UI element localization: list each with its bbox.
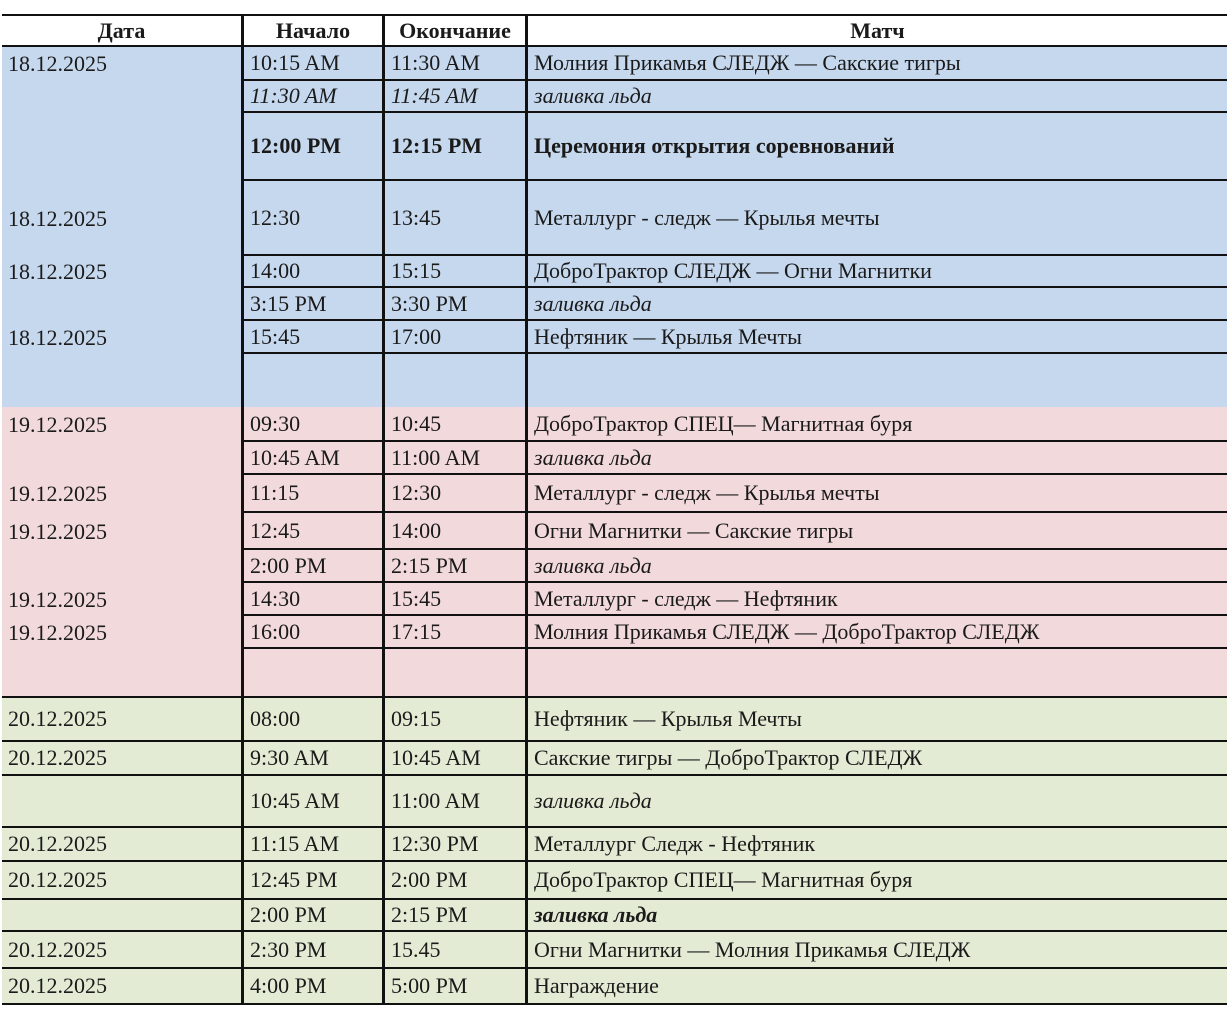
end-cell: 12:15 PM (382, 113, 525, 181)
start-cell: 12:45 PM (241, 862, 382, 900)
match-cell: Сакские тигры — ДоброТрактор СЛЕДЖ (525, 742, 1227, 776)
date-cell (2, 776, 241, 828)
start-cell: 10:15 AM (241, 47, 382, 81)
end-cell: 15:15 (382, 256, 525, 288)
match-cell: заливка льда (525, 900, 1227, 932)
table-row (2, 181, 1227, 256)
table-row (2, 862, 1227, 900)
date-cell: 19.12.2025 (8, 518, 107, 544)
match-cell: заливка льда (525, 442, 1227, 475)
header-match: Матч (525, 16, 1227, 47)
date-cell: 19.12.2025 (8, 586, 107, 612)
date-cell (2, 900, 241, 932)
date-cell: 18.12.2025 (8, 259, 107, 284)
table-row (2, 696, 1227, 742)
end-cell: 15:45 (382, 583, 525, 616)
start-cell: 10:45 AM (241, 442, 382, 475)
end-cell (382, 354, 525, 407)
date-cell: 20.12.2025 (2, 932, 241, 969)
table-row (2, 649, 1227, 696)
table-row (2, 407, 1227, 442)
date-cell (2, 550, 241, 583)
start-cell: 12:45 (241, 513, 382, 550)
end-cell: 15.45 (382, 932, 525, 969)
table-row (2, 81, 1227, 113)
start-cell: 9:30 AM (241, 742, 382, 776)
header-row (2, 14, 1227, 47)
end-cell: 11:45 AM (382, 81, 525, 113)
match-cell: Молния Прикамья СЛЕДЖ — ДоброТрактор СЛЕДЖ (525, 616, 1227, 649)
match-cell: Металлург - следж — Нефтяник (525, 583, 1227, 616)
date-cell: 19.12.2025 (8, 411, 107, 437)
match-cell: заливка льда (525, 81, 1227, 113)
match-cell: Металлург - следж — Крылья мечты (525, 181, 1227, 256)
match-cell: Нефтяник — Крылья Мечты (525, 321, 1227, 354)
start-cell: 4:00 PM (241, 969, 382, 1005)
table-row (2, 969, 1227, 1005)
date-cell (2, 354, 241, 407)
match-cell: Церемония открытия соревнований (525, 113, 1227, 181)
date-cell: 20.12.2025 (2, 969, 241, 1005)
table-row (2, 256, 1227, 288)
start-cell: 16:00 (241, 616, 382, 649)
start-cell: 3:15 PM (241, 288, 382, 321)
date-cell: 20.12.2025 (2, 828, 241, 862)
date-cell (2, 81, 241, 113)
start-cell: 12:30 (241, 181, 382, 256)
start-cell: 09:30 (241, 407, 382, 442)
start-cell: 11:15 AM (241, 828, 382, 862)
date-cell: 18.12.2025 (8, 205, 107, 231)
match-cell: Нефтяник — Крылья Мечты (525, 698, 1227, 742)
end-cell: 10:45 (382, 407, 525, 442)
end-cell: 11:00 AM (382, 776, 525, 828)
header-end: Окончание (382, 16, 525, 47)
table-row (2, 321, 1227, 354)
match-cell: Огни Магнитки — Молния Прикамья СЛЕДЖ (525, 932, 1227, 969)
date-cell: 19.12.2025 (8, 619, 107, 645)
header-date: Дата (2, 16, 241, 47)
start-cell: 2:00 PM (241, 550, 382, 583)
table-row (2, 828, 1227, 862)
match-cell: ДоброТрактор СПЕЦ— Магнитная буря (525, 407, 1227, 442)
table-row (2, 354, 1227, 407)
table-row (2, 513, 1227, 550)
table-row (2, 583, 1227, 616)
header-start: Начало (241, 16, 382, 47)
start-cell: 14:00 (241, 256, 382, 288)
match-cell: Металлург - следж — Крылья мечты (525, 475, 1227, 513)
start-cell: 14:30 (241, 583, 382, 616)
end-cell: 14:00 (382, 513, 525, 550)
end-cell: 2:15 PM (382, 550, 525, 583)
date-cell: 18.12.2025 (8, 51, 107, 76)
end-cell (382, 649, 525, 696)
table-row (2, 776, 1227, 828)
date-cell (2, 288, 241, 321)
date-cell (2, 442, 241, 475)
start-cell: 15:45 (241, 321, 382, 354)
table-row (2, 742, 1227, 776)
date-cell (2, 113, 241, 181)
end-cell: 3:30 PM (382, 288, 525, 321)
table-row (2, 442, 1227, 475)
match-cell: заливка льда (525, 550, 1227, 583)
date-cell: 18.12.2025 (8, 324, 107, 350)
table-row (2, 288, 1227, 321)
end-cell: 12:30 (382, 475, 525, 513)
start-cell: 2:30 PM (241, 932, 382, 969)
start-cell (241, 649, 382, 696)
match-cell (525, 354, 1227, 407)
table-row (2, 47, 1227, 81)
table-row (2, 900, 1227, 932)
match-cell: заливка льда (525, 288, 1227, 321)
end-cell: 2:00 PM (382, 862, 525, 900)
table-row (2, 475, 1227, 513)
match-cell: ДоброТрактор СЛЕДЖ — Огни Магнитки (525, 256, 1227, 288)
end-cell: 11:30 AM (382, 47, 525, 81)
end-cell: 5:00 PM (382, 969, 525, 1005)
end-cell: 12:30 PM (382, 828, 525, 862)
match-cell: Металлург Следж - Нефтяник (525, 828, 1227, 862)
start-cell: 2:00 PM (241, 900, 382, 932)
start-cell: 12:00 PM (241, 113, 382, 181)
end-cell: 2:15 PM (382, 900, 525, 932)
table-row (2, 550, 1227, 583)
table-row (2, 113, 1227, 181)
end-cell: 10:45 AM (382, 742, 525, 776)
start-cell: 11:15 (241, 475, 382, 513)
date-cell: 19.12.2025 (8, 481, 107, 506)
end-cell: 13:45 (382, 181, 525, 256)
match-cell: заливка льда (525, 776, 1227, 828)
date-cell: 20.12.2025 (2, 698, 241, 742)
match-cell: Награждение (525, 969, 1227, 1005)
match-cell: Молния Прикамья СЛЕДЖ — Сакские тигры (525, 47, 1227, 81)
table-row (2, 616, 1227, 649)
match-cell: ДоброТрактор СПЕЦ— Магнитная буря (525, 862, 1227, 900)
start-cell: 11:30 AM (241, 81, 382, 113)
date-cell (2, 649, 241, 696)
date-cell: 20.12.2025 (2, 742, 241, 776)
table-row (2, 932, 1227, 969)
date-cell: 20.12.2025 (2, 862, 241, 900)
match-cell (525, 649, 1227, 696)
start-cell: 10:45 AM (241, 776, 382, 828)
start-cell (241, 354, 382, 407)
end-cell: 11:00 AM (382, 442, 525, 475)
end-cell: 17:15 (382, 616, 525, 649)
end-cell: 09:15 (382, 698, 525, 742)
end-cell: 17:00 (382, 321, 525, 354)
schedule-table (2, 14, 1227, 1005)
match-cell: Огни Магнитки — Сакские тигры (525, 513, 1227, 550)
start-cell: 08:00 (241, 698, 382, 742)
